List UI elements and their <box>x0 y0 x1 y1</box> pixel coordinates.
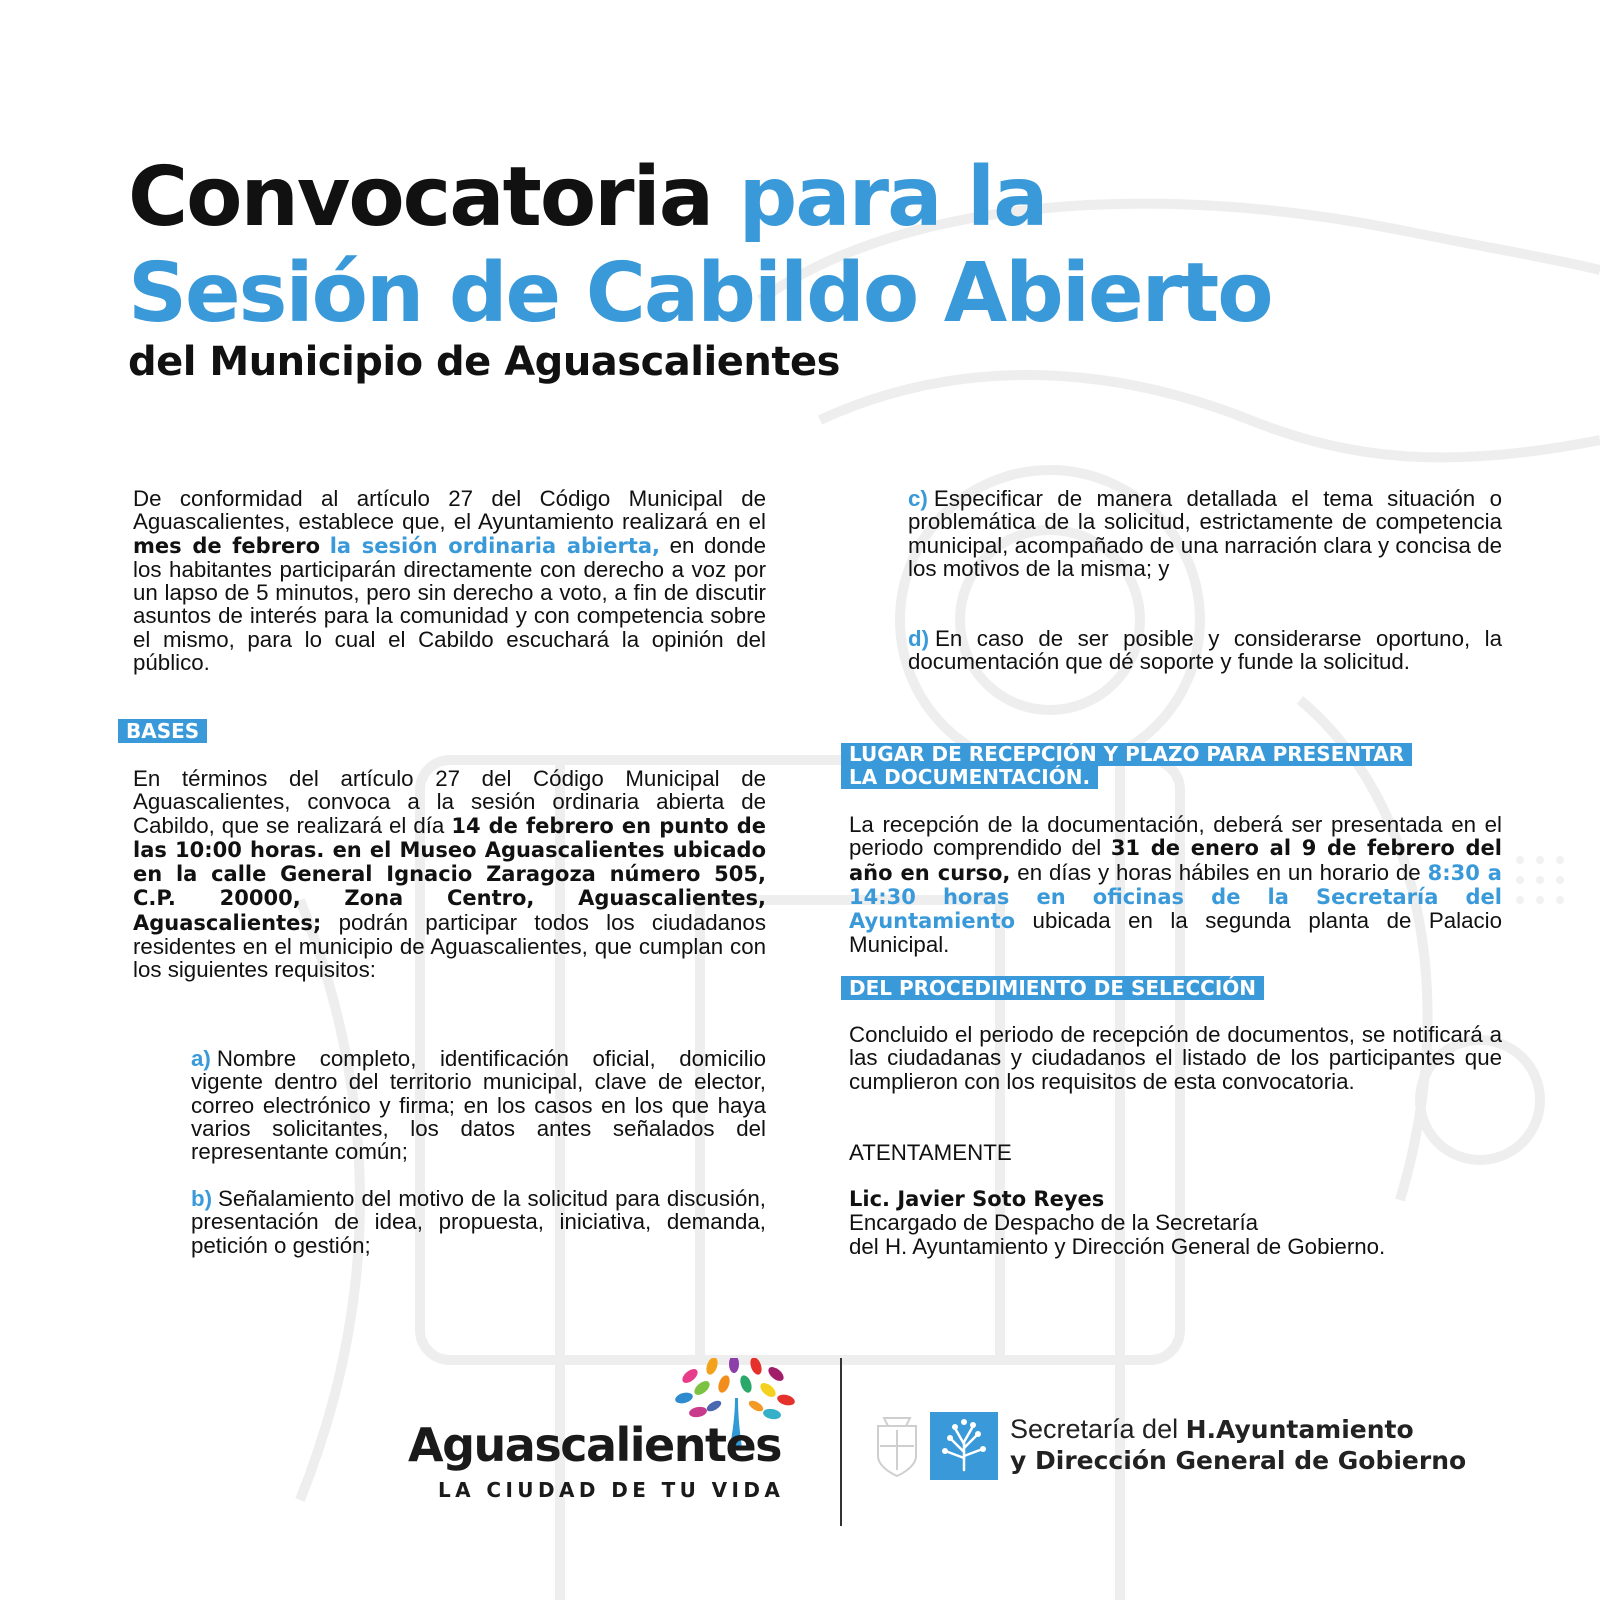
intro-month: mes de febrero <box>133 533 321 558</box>
bases-paragraph <box>133 767 766 982</box>
reception-text-b: en días y horas hábiles en un horario de <box>1010 859 1428 885</box>
reception-paragraph <box>849 813 1502 957</box>
requirement-a <box>191 1047 766 1163</box>
title-part-1: Convocatoria <box>128 150 713 245</box>
requirement-b-label: b) <box>191 1186 213 1211</box>
intro-session: la sesión ordinaria abierta, <box>329 533 661 558</box>
title-part-2: para la <box>738 150 1047 245</box>
bases-place: 14 de febrero en punto de las 10:00 horas. en el Museo Aguascalientes ubicado en la calle General Ignacio Zaragoza número 505, C.P. 20000, Zona Centro, Aguascalientes, Aguascalientes; <box>133 813 766 935</box>
reception-text-a: La recepción de la documentación, deberá ser presentada en el periodo comprendido del <box>849 812 1502 861</box>
reception-text-c: ubicada en la segunda planta de Palacio Municipal. <box>849 908 1502 958</box>
reception-heading-line-2: LA DOCUMENTACIÓN. <box>841 766 1098 789</box>
page-title <box>128 150 1528 342</box>
city-logo-wordmark: Aguascalientes <box>408 1418 782 1472</box>
selection-paragraph: Concluido el periodo de recepción de documentos, se notificará a las ciudadanas y ciudadanos el listado de los participantes que cumplieron con los requisitos de esta convocatoria. <box>849 1022 1502 1094</box>
bases-text-a: En términos del artículo 27 del Código Municipal de Aguascalientes, convoca a la sesión ordinaria abierta de Cabildo, que se realizará el día <box>133 766 766 838</box>
secretaria-name <box>1010 1414 1466 1476</box>
footer-divider <box>840 1358 842 1526</box>
city-logo-tagline: LA CIUDAD DE TU VIDA <box>438 1478 785 1502</box>
signature-name: Lic. Javier Soto Reyes <box>849 1187 1105 1211</box>
intro-text-a: De conformidad al artículo 27 del Código Municipal de Aguascalientes, establece que, el Ayuntamiento realizará en el <box>133 486 766 535</box>
signature-block <box>849 1188 1509 1258</box>
requirement-d-label: d) <box>908 626 930 651</box>
bases-heading: BASES <box>118 719 207 743</box>
requirement-a-text: Nombre completo, identificación oficial, domicilio vigente dentro del territorio municipal, clave de elector, correo electrónico y firma; en los casos en los que haya varios solicitantes, los datos antes señalados del representante común; <box>191 1046 766 1165</box>
reception-hours: 8:30 a 14:30 horas en oficinas de la Secretaría del Ayuntamiento <box>849 860 1502 934</box>
title-line-2: Sesión de Cabildo Abierto <box>128 246 1272 341</box>
secretaria-bold: H.Ayuntamiento <box>1185 1415 1414 1444</box>
signature-role-line-1: Encargado de Despacho de la Secretaría <box>849 1210 1259 1236</box>
selection-heading: DEL PROCEDIMIENTO DE SELECCIÓN <box>841 976 1264 1000</box>
reception-dates: 31 de enero al 9 de febrero del año en curso, <box>849 836 1502 885</box>
requirement-c-text: Especificar de manera detallada el tema situación o problemática de la solicitud, estrictamente de competencia municipal, acompañado de una narración clara y concisa de los motivos de la misma; y <box>908 486 1502 581</box>
white-tree-icon <box>930 1412 998 1480</box>
requirement-b <box>191 1187 766 1257</box>
closing-text: ATENTAMENTE <box>849 1140 1012 1165</box>
requirement-c <box>908 487 1502 580</box>
requirement-d-text: En caso de ser posible y considerarse oportuno, la documentación que dé soporte y funde la solicitud. <box>908 626 1502 675</box>
secretaria-light: Secretaría del <box>1010 1414 1186 1444</box>
requirement-a-label: a) <box>191 1046 211 1071</box>
secretaria-logo <box>930 1412 998 1480</box>
requirement-c-label: c) <box>908 486 928 511</box>
intro-text-b: en donde los habitantes participarán directamente con derecho a voz por un lapso de 5 minutos, pero sin derecho a voto, a fin de discutir asuntos de interés para la comunidad y con competencia sobre el mismo, para lo cual el Cabildo escuchará la opinión del público. <box>133 532 766 676</box>
intro-paragraph <box>133 487 766 674</box>
bases-text-b: podrán participar todos los ciudadanos residentes en el municipio de Aguascalientes, que cumplan con los siguientes requisitos: <box>133 909 766 983</box>
signature-role-line-2: del H. Ayuntamiento y Dirección General de Gobierno. <box>849 1233 1386 1259</box>
requirement-b-text: Señalamiento del motivo de la solicitud para discusión, presentación de idea, propuesta, iniciativa, demanda, petición o gestión; <box>191 1186 766 1258</box>
requirement-d <box>908 627 1502 674</box>
reception-heading-line-1: LUGAR DE RECEPCIÓN Y PLAZO PARA PRESENTAR <box>841 743 1412 766</box>
coat-of-arms-icon <box>870 1412 924 1480</box>
page-subtitle: del Municipio de Aguascalientes <box>128 339 840 385</box>
reception-heading <box>841 743 1521 789</box>
direccion-general: y Dirección General de Gobierno <box>1010 1446 1467 1475</box>
